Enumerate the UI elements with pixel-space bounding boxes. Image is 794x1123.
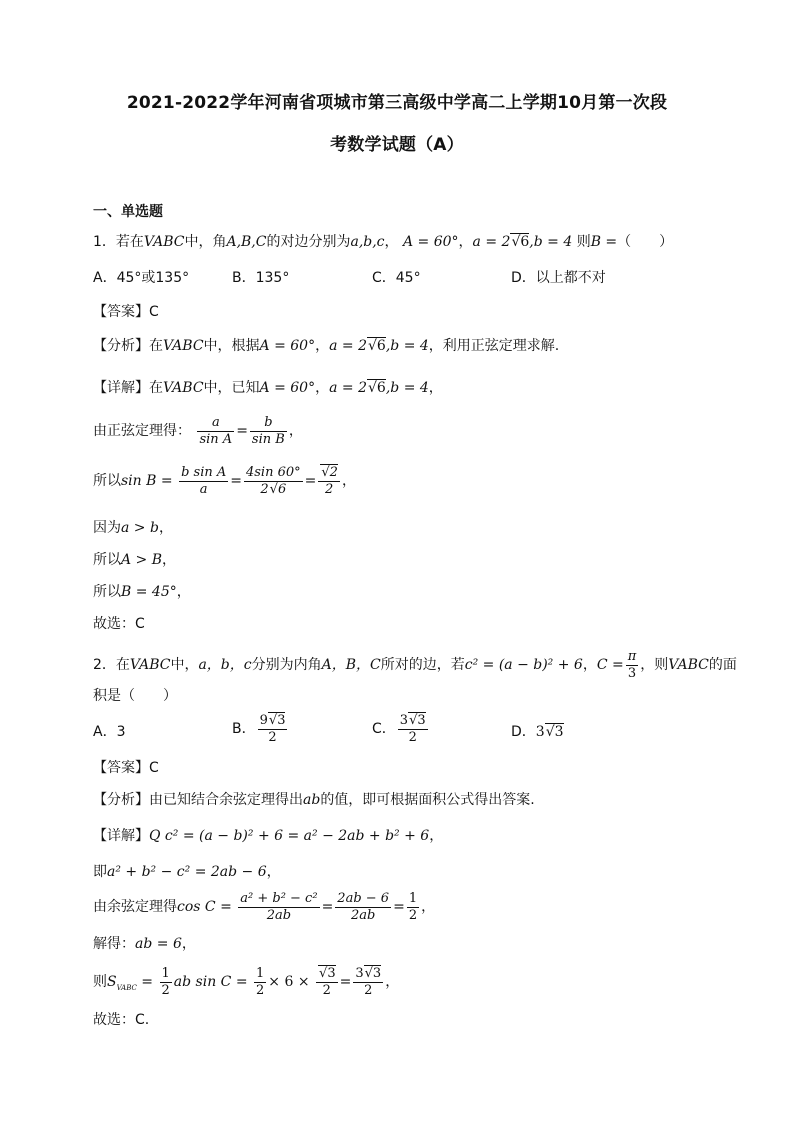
q2-step-area: 则$S_{VABC}$ = $\frac{1}{2}$ ab sin C = $\frac{1}{2}$ × 6 × $\frac{√3}{2}$ = $\frac{3√3}{2}$ ，: [93, 965, 400, 998]
q2-step-ab: 解得：ab = 6，: [93, 936, 196, 952]
q2-step-rearrange: 即a² + b² − c² = 2ab − 6，: [93, 864, 281, 880]
q2-option-b: B． $\frac{9√3}{2}$: [232, 712, 286, 745]
q2-answer: 【答案】C: [93, 760, 159, 776]
q1-option-c: C．45°: [372, 270, 421, 286]
q1-stem: 1．若在VABC中，角A,B,C的对边分别为a,b,c， A = 60°，a = 2√6,b = 4 则B =（ ）: [93, 234, 674, 250]
q2-option-c: C． $\frac{3√3}{2}$: [372, 712, 426, 745]
q2-step-cos: 由余弦定理得cos C = $\frac{\text{a² + b² − c²}}{2ab}$ = $\frac{2ab - 6}{2ab}$ = $\frac{1}{2}$ ，: [93, 890, 436, 923]
q1-step-B: 所以B = 45°，: [93, 584, 191, 600]
q1-answer: 【答案】C: [93, 304, 159, 320]
doc-title-line2: 考数学试题（A）: [330, 135, 464, 155]
q1-step-sinB: 所以sin B = $\frac{\text{b sin A}}{a}$ = $\frac{4\sin 60^\circ}{2√6}$ = $\frac{√2}{2}$ ，: [93, 464, 356, 497]
q2-option-a: A．3: [93, 724, 126, 740]
q1-step-A-gt-B: 所以A > B，: [93, 552, 177, 568]
q1-option-b: B．135°: [232, 270, 290, 286]
q2-stem-line2: 积是（ ）: [93, 688, 177, 704]
q1-detail: 【详解】在VABC中，已知A = 60°，a = 2√6,b = 4，: [93, 380, 443, 396]
q1-step-sine-law: 由正弦定理得： $\frac{a}{\text{sin A}}$ = $\frac{b}{\text{sin B}}$ ，: [93, 414, 303, 447]
q2-option-d: D．3√3: [511, 724, 564, 740]
q1-choose: 故选：C: [93, 616, 145, 632]
section-heading: 一、单选题: [93, 204, 163, 220]
q2-choose: 故选：C.: [93, 1012, 150, 1028]
doc-title-line1: 2021-2022学年河南省项城市第三高级中学高二上学期10月第一次段: [126, 93, 668, 113]
q1-analysis: 【分析】在VABC中，根据A = 60°，a = 2√6,b = 4，利用正弦定理求解.: [93, 338, 560, 354]
q1-option-d: D．以上都不对: [511, 270, 606, 286]
q2-stem-line1: 2．在VABC中，a，b，c分别为内角A，B，C所对的边，若c² = (a − b)² + 6，C = $\frac{\pi}{3}$ ，则VABC的面: [93, 648, 737, 681]
q2-analysis: 【分析】由已知结合余弦定理得出ab的值，即可根据面积公式得出答案.: [93, 792, 535, 808]
q2-detail: 【详解】Q c² = (a − b)² + 6 = a² − 2ab + b² + 6，: [93, 828, 444, 844]
q1-step-a-gt-b: 因为a > b，: [93, 520, 173, 536]
q1-option-a: A．45°或135°: [93, 270, 190, 286]
